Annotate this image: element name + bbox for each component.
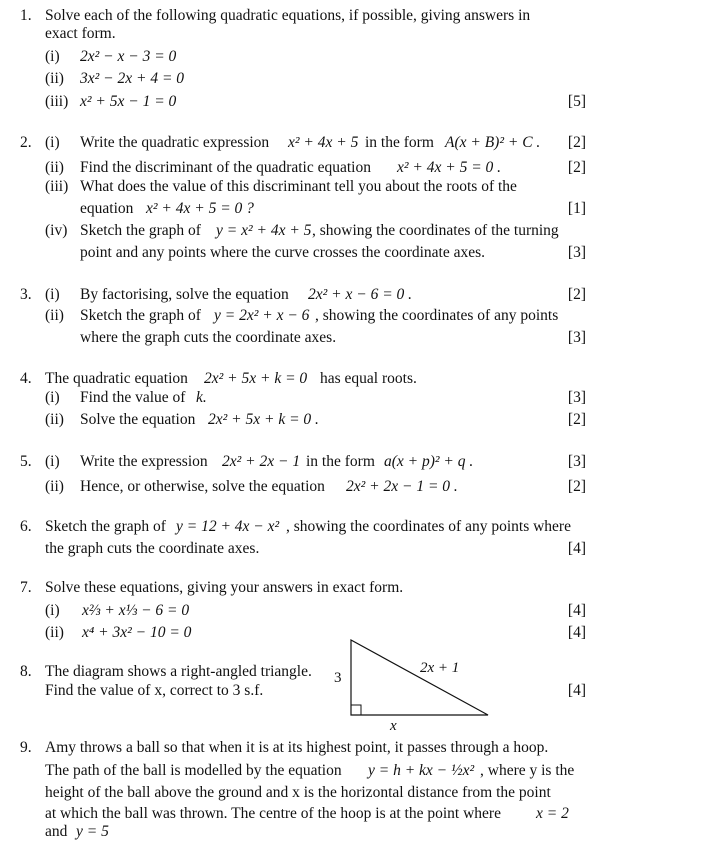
question-text: exact form.	[45, 25, 116, 42]
marks: [2]	[567, 159, 586, 176]
right-triangle-diagram	[328, 632, 498, 736]
question-text: Find the value of x, correct to 3 s.f.	[45, 682, 264, 699]
question-number: 6.	[20, 518, 32, 535]
marks: [2]	[567, 478, 586, 495]
equation: y = 12 + 4x − x²	[176, 518, 280, 535]
question-text: The diagram shows a right-angled triangle.	[45, 663, 312, 680]
question-number: 3.	[20, 286, 32, 303]
marks: [3]	[567, 329, 586, 346]
equation: x⅔ + x⅓ − 6 = 0	[82, 602, 190, 619]
marks: [4]	[567, 602, 586, 619]
question-text: in the form	[306, 453, 375, 470]
equation: A(x + B)² + C .	[445, 134, 541, 151]
question-text: Sketch the graph of	[45, 518, 166, 535]
equation: y = 5	[76, 823, 109, 840]
question-text: Solve the equation	[80, 411, 196, 428]
right-angle-marker	[351, 705, 361, 715]
question-number: 4.	[20, 370, 32, 387]
question-text: where the graph cuts the coordinate axes.	[80, 329, 337, 346]
part-label: (ii)	[45, 411, 64, 428]
equation: 2x² + 2x − 1	[222, 453, 301, 470]
marks: [1]	[567, 200, 586, 217]
equation: x² + 4x + 5	[288, 134, 359, 151]
question-text: height of the ball above the ground and x is the horizontal distance from the point	[45, 784, 551, 801]
question-text: has equal roots.	[320, 370, 417, 387]
question-number: 9.	[20, 739, 32, 756]
question-text: Write the expression	[80, 453, 208, 470]
equation: 2x² + x − 6 = 0 .	[308, 286, 413, 303]
equation: 3x² − 2x + 4 = 0	[80, 70, 185, 87]
equation: x² + 5x − 1 = 0	[80, 93, 177, 110]
equation: 2x² + 5x + k = 0	[204, 370, 308, 387]
question-number: 1.	[20, 7, 32, 24]
marks: [4]	[567, 682, 586, 699]
part-label: (ii)	[45, 307, 64, 324]
question-text: Write the quadratic expression	[80, 134, 270, 151]
part-label: (ii)	[45, 70, 64, 87]
marks: [3]	[567, 389, 586, 406]
side-label-base: x	[390, 718, 397, 734]
question-text: What does the value of this discriminant tell you about the roots of the	[80, 178, 517, 195]
question-text: Sketch the graph of	[80, 222, 201, 239]
part-label: (i)	[45, 48, 60, 65]
marks: [3]	[567, 453, 586, 470]
question-text: By factorising, solve the equation	[80, 286, 289, 303]
part-label: (ii)	[45, 159, 64, 176]
question-text: Sketch the graph of	[80, 307, 201, 324]
side-label-vertical: 3	[334, 670, 342, 686]
part-label: (iii)	[45, 93, 69, 110]
question-text: , showing the coordinates of any points	[315, 307, 559, 324]
question-number: 2.	[20, 134, 32, 151]
variable: k.	[196, 389, 207, 406]
question-text: Solve each of the following quadratic equations, if possible, giving answers in	[45, 7, 531, 24]
marks: [2]	[567, 411, 586, 428]
equation: a(x + p)² + q .	[384, 453, 474, 470]
equation: x⁴ + 3x² − 10 = 0	[82, 624, 192, 641]
equation: y = 2x² + x − 6	[214, 307, 310, 324]
part-label: (i)	[45, 389, 60, 406]
question-text: , showing the coordinates of any points where	[286, 518, 571, 535]
question-text: point and any points where the curve crosses the coordinate axes.	[80, 244, 486, 261]
part-label: (ii)	[45, 478, 64, 495]
equation: x² + 4x + 5 = 0 .	[397, 159, 502, 176]
question-text: Solve these equations, giving your answers in exact form.	[45, 579, 404, 596]
equation: 2x² + 5x + k = 0 .	[208, 411, 319, 428]
question-text: Find the value of	[80, 389, 186, 406]
equation: 2x² − x − 3 = 0	[80, 48, 177, 65]
equation: x = 2	[536, 805, 569, 822]
part-label: (i)	[45, 453, 60, 470]
question-text: in the form	[365, 134, 434, 151]
equation: x² + 4x + 5 = 0 ?	[146, 200, 254, 217]
part-label: (iv)	[45, 222, 68, 239]
question-text: Find the discriminant of the quadratic equation	[80, 159, 371, 176]
marks: [4]	[567, 540, 586, 557]
question-text: and	[45, 823, 68, 840]
part-label: (ii)	[45, 624, 64, 641]
question-text: The path of the ball is modelled by the equation	[45, 762, 342, 779]
part-label: (i)	[45, 134, 60, 151]
part-label: (iii)	[45, 178, 69, 195]
triangle-shape	[351, 640, 488, 715]
part-label: (i)	[45, 602, 60, 619]
question-number: 8.	[20, 663, 32, 680]
question-text: , where y is the	[480, 762, 575, 779]
part-label: (i)	[45, 286, 60, 303]
marks: [2]	[567, 134, 586, 151]
question-number: 5.	[20, 453, 32, 470]
question-text: Amy throws a ball so that when it is at its highest point, it passes through a hoop.	[45, 739, 549, 756]
marks: [2]	[567, 286, 586, 303]
question-number: 7.	[20, 579, 32, 596]
question-text: at which the ball was thrown. The centre of the hoop is at the point where	[45, 805, 501, 822]
equation: y = x² + 4x + 5	[216, 222, 312, 239]
equation: y = h + kx − ½x²	[368, 762, 475, 779]
question-text: equation	[80, 200, 134, 217]
side-label-hypotenuse: 2x + 1	[420, 660, 460, 676]
question-text: The quadratic equation	[45, 370, 188, 387]
equation: 2x² + 2x − 1 = 0 .	[346, 478, 458, 495]
marks: [5]	[567, 93, 586, 110]
marks: [4]	[567, 624, 586, 641]
question-text: , showing the coordinates of the turning	[312, 222, 559, 239]
question-text: Hence, or otherwise, solve the equation	[80, 478, 325, 495]
question-text: the graph cuts the coordinate axes.	[45, 540, 260, 557]
marks: [3]	[567, 244, 586, 261]
